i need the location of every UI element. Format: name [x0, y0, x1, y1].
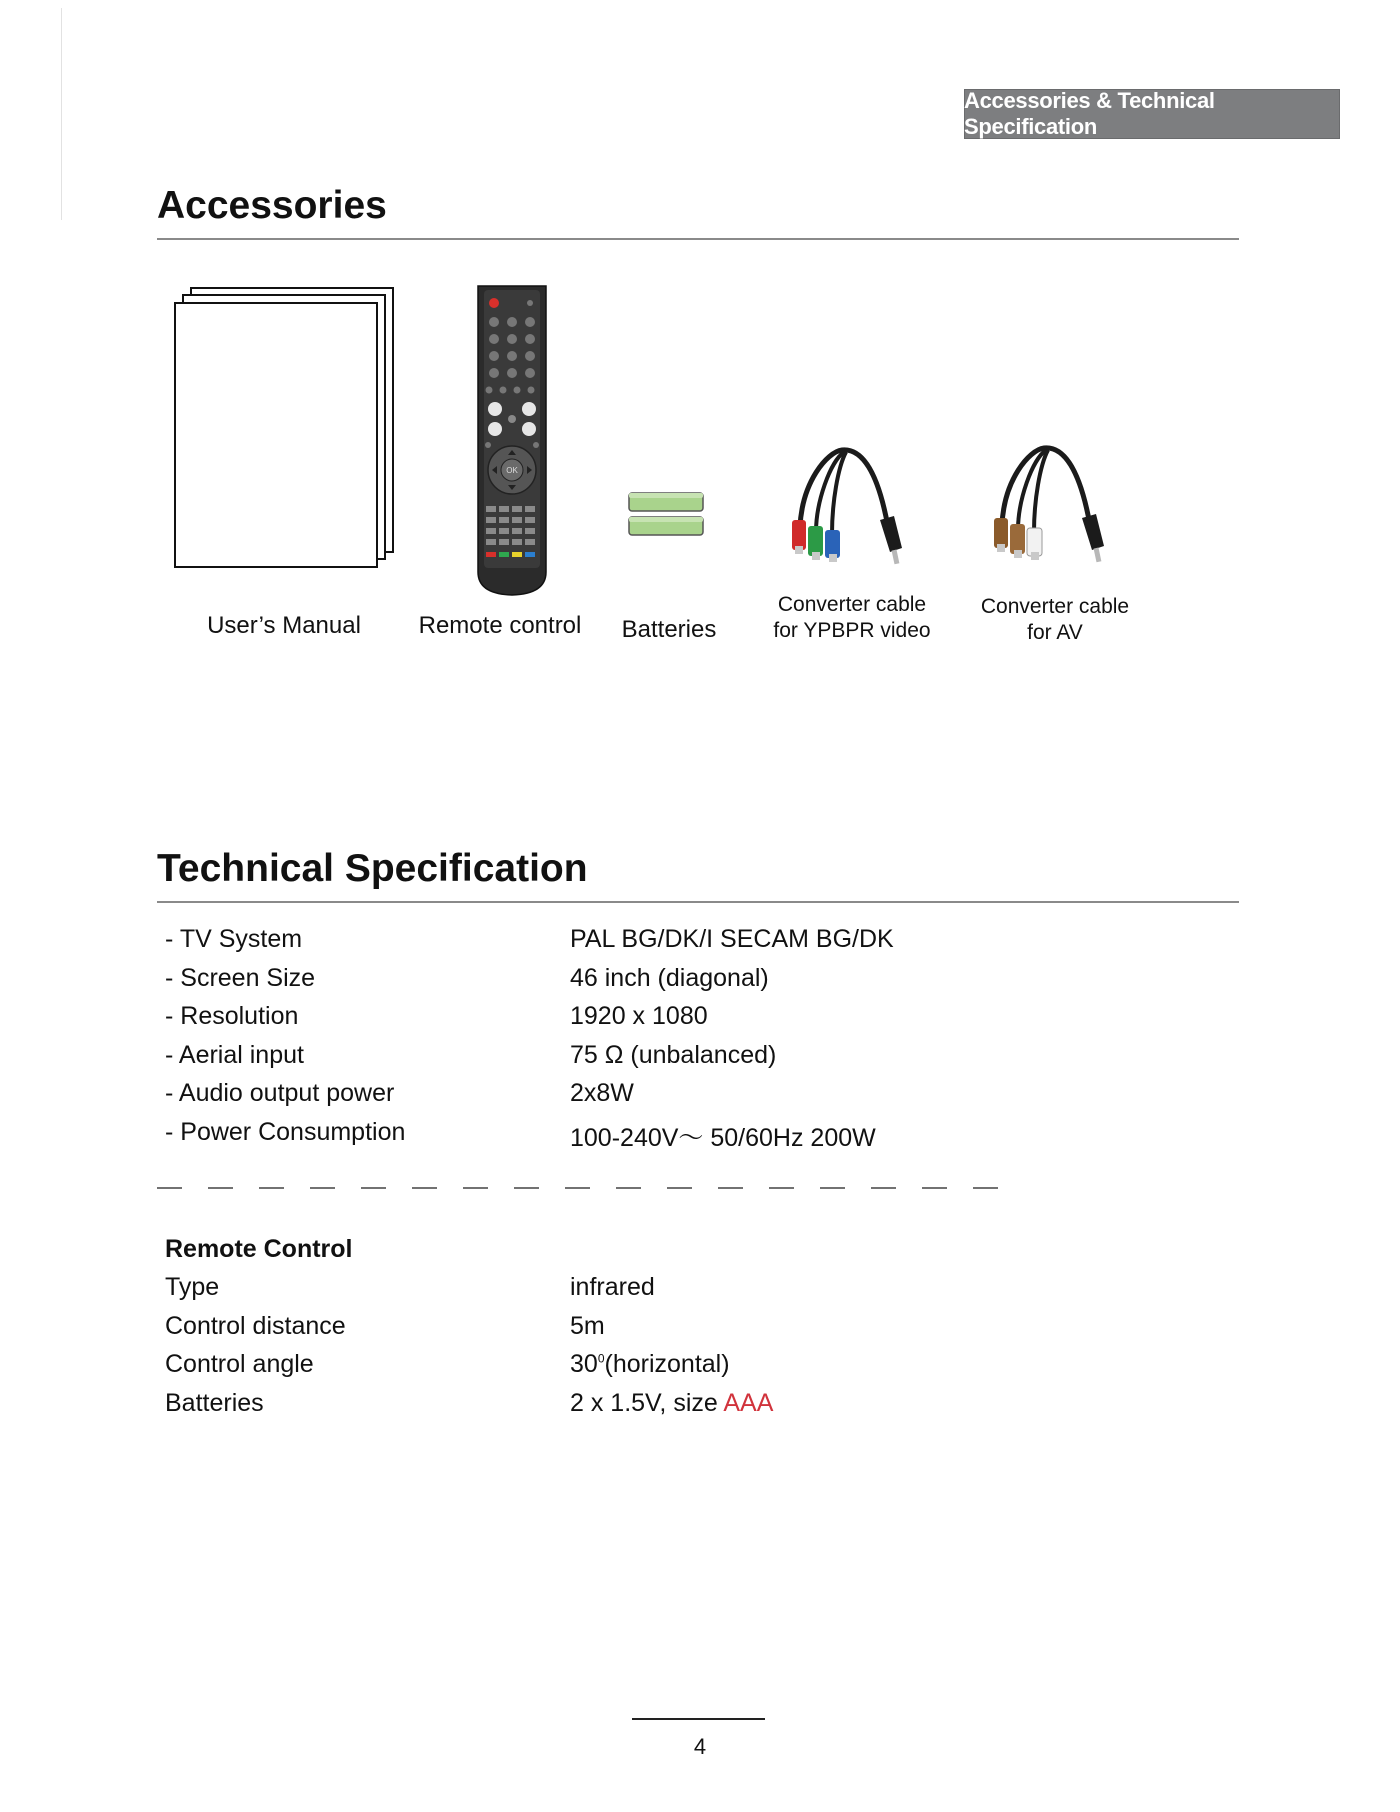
- spec-label: - Resolution: [165, 1002, 299, 1030]
- rc-label: Control angle: [165, 1350, 314, 1378]
- rc-batteries-text: 2 x 1.5V, size: [570, 1389, 724, 1417]
- batteries-image: [626, 490, 706, 538]
- page-edge-line: [61, 8, 62, 220]
- rc-label: Control distance: [165, 1312, 346, 1340]
- rc-label: Batteries: [165, 1389, 264, 1417]
- caption-av-line2: for AV: [1027, 621, 1083, 645]
- section-header-tab: Accessories & Technical Specification: [964, 89, 1340, 139]
- rc-angle-number: 30: [570, 1350, 598, 1378]
- spec-row: [0, 1041, 1400, 1075]
- tech-spec-rule: [157, 901, 1239, 903]
- caption-ypbpr-line1: Converter cable: [777, 593, 927, 616]
- spec-row: [0, 1079, 1400, 1113]
- tech-spec-title: Technical Specification: [157, 847, 588, 890]
- rc-angle-degree: 0: [597, 1351, 605, 1366]
- rc-label: Type: [165, 1273, 220, 1301]
- spec-label: - Screen Size: [165, 964, 316, 992]
- page-number: 4: [693, 1734, 707, 1759]
- spec-row: [0, 964, 1400, 998]
- spec-value: 1920 x 1080: [570, 1002, 708, 1030]
- rc-row: [0, 1350, 1400, 1384]
- spec-value: 100-240V～ 50/60Hz 200W: [570, 1124, 876, 1152]
- spec-value: 75 Ω (unbalanced): [570, 1041, 777, 1069]
- caption-av-cable: [955, 594, 1155, 647]
- spec-value: PAL BG/DK/I SECAM BG/DK: [570, 925, 894, 953]
- caption-ypbpr-cable: [752, 592, 952, 645]
- users-manual-image: [170, 285, 400, 575]
- rc-value: 5m: [570, 1312, 605, 1340]
- caption-remote-control: Remote control: [418, 612, 582, 639]
- ypbpr-cable-image: [782, 442, 922, 582]
- spec-label: - Power Consumption: [165, 1118, 406, 1146]
- caption-av-line1: Converter cable: [980, 595, 1130, 618]
- spec-label: - Aerial input: [165, 1041, 304, 1069]
- rc-batteries-size: AAA: [723, 1389, 774, 1417]
- spec-value: 2x8W: [570, 1079, 634, 1107]
- spec-row: [0, 1118, 1400, 1152]
- spec-value: 46 inch (diagonal): [570, 964, 769, 992]
- rc-row: [0, 1312, 1400, 1346]
- rc-value: [570, 1350, 730, 1379]
- caption-ypbpr-line2: for YPBPR video: [773, 619, 931, 643]
- caption-users-manual: User’s Manual: [207, 612, 361, 639]
- remote-ok-label: OK: [506, 466, 518, 475]
- accessories-rule: [157, 238, 1239, 240]
- rc-angle-text: (horizontal): [604, 1350, 730, 1378]
- remote-control-title: Remote Control: [165, 1235, 353, 1263]
- accessories-title: Accessories: [157, 184, 387, 227]
- rc-row: [0, 1273, 1400, 1307]
- rc-value: infrared: [570, 1273, 655, 1301]
- footer-line: [632, 1718, 765, 1720]
- dashed-separator: [157, 1186, 1017, 1190]
- spec-row: [0, 1002, 1400, 1036]
- remote-control-image: [472, 282, 552, 598]
- spec-row: [0, 925, 1400, 959]
- caption-batteries: Batteries: [621, 616, 717, 643]
- spec-label: - TV System: [165, 925, 303, 953]
- av-cable-image: [984, 440, 1124, 580]
- rc-value: [570, 1389, 773, 1418]
- rc-row: [0, 1389, 1400, 1423]
- spec-label: - Audio output power: [165, 1079, 395, 1107]
